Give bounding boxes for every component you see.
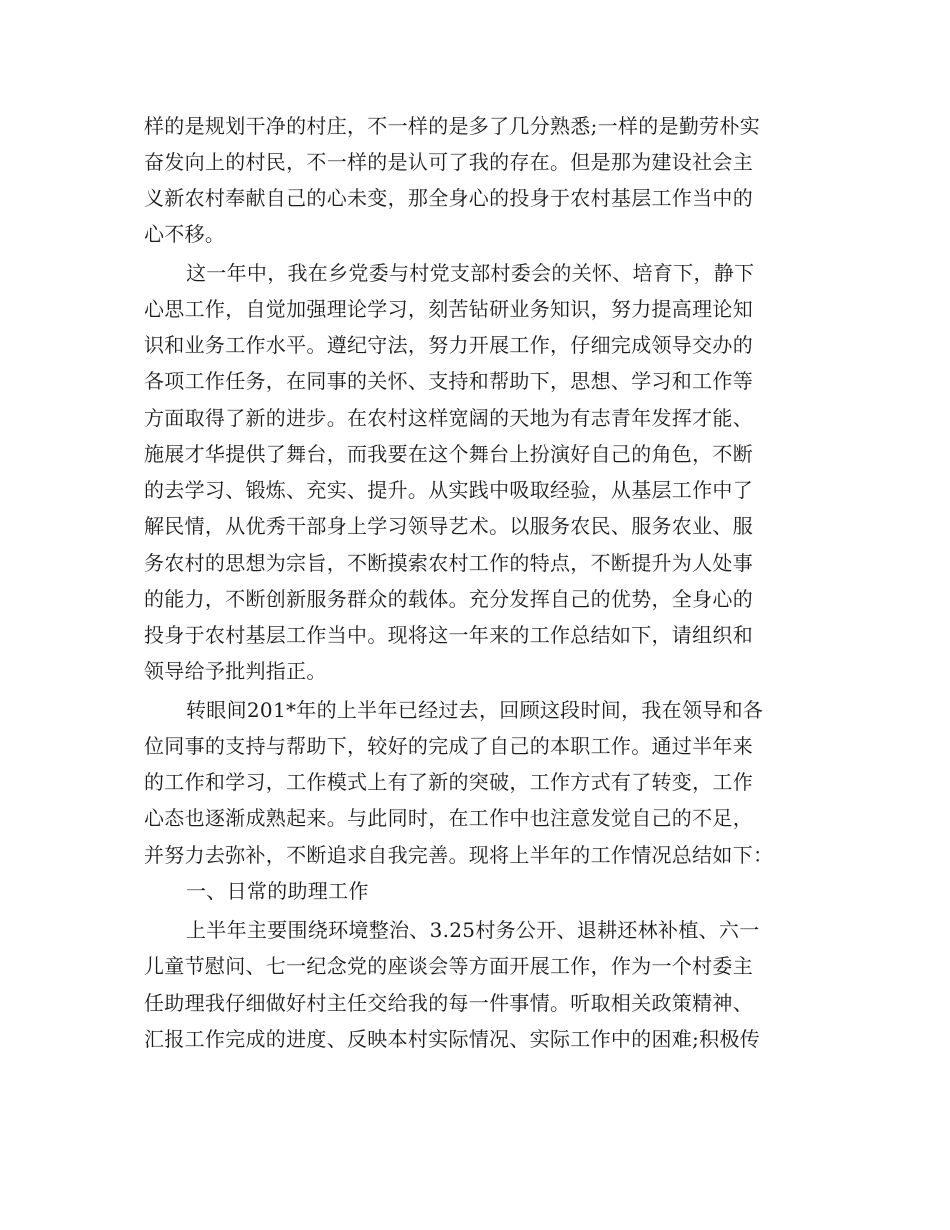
text-line: 并努力去弥补，不断追求自我完善。现将上半年的工作情况总结如下： [144,843,774,867]
text-line: 位同事的支持与帮助下，较好的完成了自己的本职工作。通过半年来 [144,734,753,758]
text-line: 汇报工作完成的进度、反映本村实际情况、实际工作中的困难;积极传 [144,1027,761,1051]
text-line: 各项工作任务，在同事的关怀、支持和帮助下，思想、学习和工作等 [144,369,753,393]
paragraph-first-line: 上半年主要围绕环境整治、3.25村务公开、退耕还林补植、六一 [186,918,760,942]
text-line: 奋发向上的村民，不一样的是认可了我的存在。但是那为建设社会主 [144,150,753,174]
text-line: 务农村的思想为宗旨，不断摸索农村工作的特点，不断提升为人处事 [144,551,753,575]
text-line: 儿童节慰问、七一纪念党的座谈会等方面开展工作，作为一个村委主 [144,954,753,978]
text-line: 心态也逐渐成熟起来。与此同时，在工作中也注意发觉自己的不足， [144,806,753,830]
text-line: 的去学习、锻炼、充实、提升。从实践中吸取经验，从基层工作中了 [144,478,753,502]
paragraph-first-line: 这一年中，我在乡党委与村党支部村委会的关怀、培育下，静下 [186,261,755,285]
text-line: 解民情，从优秀干部身上学习领导艺术。以服务农民、服务农业、服 [144,514,753,538]
text-line: 心不移。 [144,222,226,246]
text-line: 识和业务工作水平。遵纪守法，努力开展工作，仔细完成领导交办的 [144,333,753,357]
text-line: 的工作和学习，工作模式上有了新的突破，工作方式有了转变，工作 [144,770,753,794]
text-line: 的能力，不断创新服务群众的载体。充分发挥自己的优势，全身心的 [144,587,753,611]
text-line: 领导给予批判指正。 [144,659,327,683]
text-line: 心思工作，自觉加强理论学习，刻苦钻研业务知识，努力提高理论知 [144,297,753,321]
text-line: 施展才华提供了舞台，而我要在这个舞台上扮演好自己的角色，不断 [144,442,753,466]
section-heading: 一、日常的助理工作 [186,879,369,903]
text-line: 样的是规划干净的村庄，不一样的是多了几分熟悉;一样的是勤劳朴实 [144,114,761,138]
paragraph-first-line: 转眼间201*年的上半年已经过去，回顾这段时间，我在领导和各 [186,698,764,722]
text-line: 方面取得了新的进步。在农村这样宽阔的天地为有志青年发挥才能、 [144,406,753,430]
text-line: 任助理我仔细做好村主任交给我的每一件事情。听取相关政策精神、 [144,991,753,1015]
text-line: 义新农村奉献自己的心未变，那全身心的投身于农村基层工作当中的 [144,186,753,210]
text-line: 投身于农村基层工作当中。现将这一年来的工作总结如下，请组织和 [144,623,753,647]
